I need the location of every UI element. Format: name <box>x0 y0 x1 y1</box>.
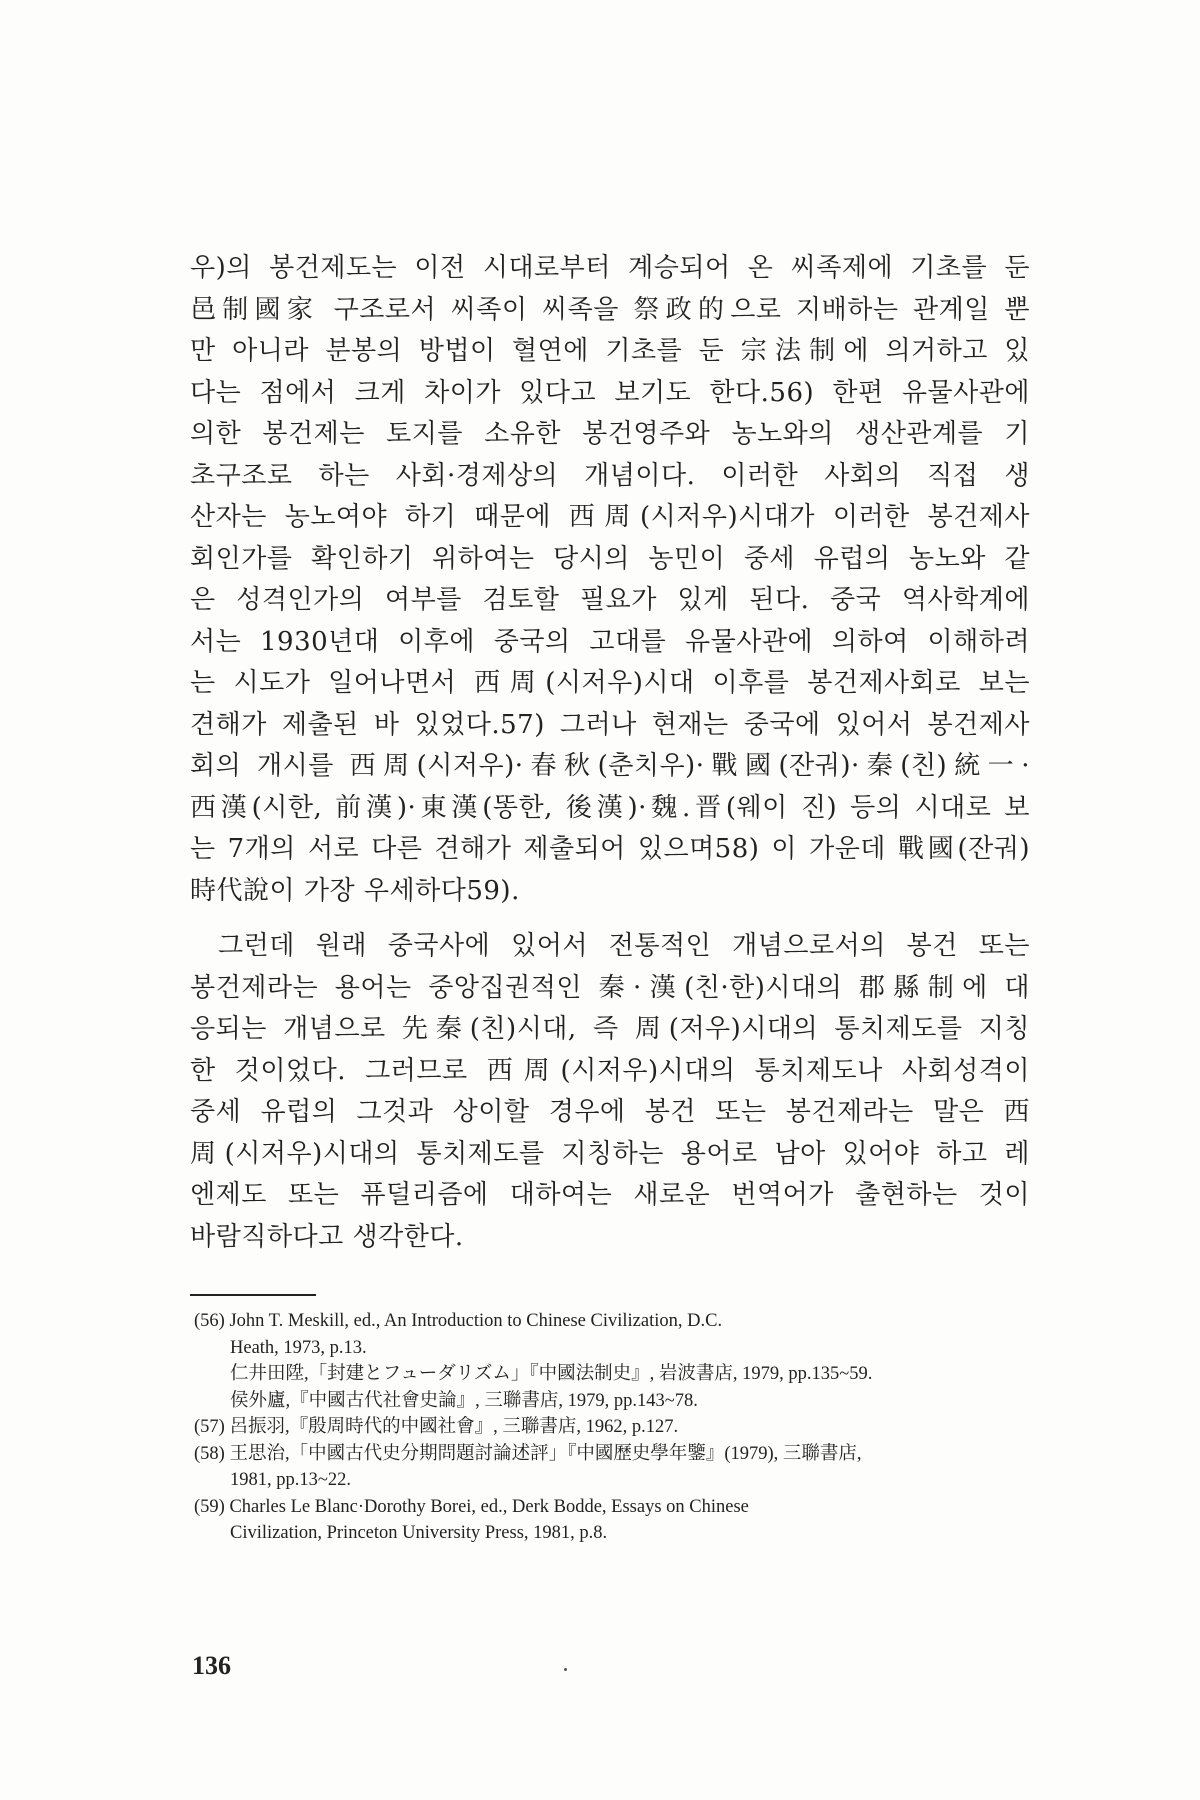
text-line: 다는 점에서 크게 차이가 있다고 보기도 한다.56) 한편 유물사관에 <box>190 377 1030 408</box>
footnote-59-continued: Civilization, Princeton University Press, 1981, p.8. <box>230 1523 608 1543</box>
text-line: 周(시저우)시대의 통치제도를 지칭하는 용어로 남아 있어야 하고 레 <box>190 1138 1030 1169</box>
text-line: 초구조로 하는 사회·경제상의 개념이다. 이러한 사회의 직접 생 <box>190 460 1030 491</box>
text-line: 회인가를 확인하기 위하여는 당시의 농민이 중세 유럽의 농노와 같 <box>190 543 1030 574</box>
text-line: 한 것이었다. 그러므로 西周(시저우)시대의 통치제도나 사회성격이 <box>190 1055 1030 1086</box>
main-text <box>190 248 1030 1258</box>
text-line: 중세 유럽의 그것과 상이할 경우에 봉건 또는 봉건제라는 말은 西 <box>190 1097 1030 1127</box>
footnote-divider <box>190 1294 316 1296</box>
footnotes <box>194 1308 1034 1547</box>
text-line: 邑制國家 구조로서 씨족이 씨족을 祭政的으로 지배하는 관계일 뿐 <box>190 294 1030 325</box>
footnote-56-continued: Heath, 1973, p.13. <box>230 1337 367 1358</box>
footnote-56: (56) John T. Meskill, ed., An Introduction to Chinese Civilization, D.C. <box>194 1311 723 1331</box>
print-mark <box>564 1668 567 1671</box>
text-line: 서는 1930년대 이후에 중국의 고대를 유물사관에 의하여 이해하려 <box>190 626 1030 657</box>
footnote-56-reference: 侯外廬,『中國古代社會史論』, 三聯書店, 1979, pp.143~78. <box>230 1390 698 1411</box>
text-line: 엔제도 또는 퓨덜리즘에 대하여는 새로운 번역어가 출현하는 것이 <box>190 1180 1030 1210</box>
text-line: 응되는 개념으로 先秦(친)시대, 즉 周(저우)시대의 통치제도를 지칭 <box>190 1014 1030 1044</box>
text-line: 그런데 원래 중국사에 있어서 전통적인 개념으로서의 봉건 또는 <box>218 931 1030 961</box>
page-number: 136 <box>192 1651 231 1680</box>
text-line: 견해가 제출된 바 있었다.57) 그러나 현재는 중국에 있어서 봉건제사 <box>190 709 1030 740</box>
text-line: 는 시도가 일어나면서 西周(시저우)시대 이후를 봉건제사회로 보는 <box>190 668 1030 698</box>
footnote-58-continued: 1981, pp.13~22. <box>230 1470 352 1490</box>
footnote-58: (58) 王思治,「中國古代史分期問題討論述評」『中國歷史學年鑒』(1979), 三聯書店, <box>194 1443 862 1464</box>
text-line: 만 아니라 분봉의 방법이 혈연에 기초를 둔 宗法制에 의거하고 있 <box>190 336 1030 366</box>
text-line: 봉건제라는 용어는 중앙집권적인 秦·漢(친·한)시대의 郡縣制에 대 <box>190 972 1030 1003</box>
text-line: 바람직하다고 생각한다. <box>190 1221 464 1252</box>
text-line: 의한 봉건제는 토지를 소유한 봉건영주와 농노와의 생산관계를 기 <box>190 419 1030 449</box>
text-line: 은 성격인가의 여부를 검토할 필요가 있게 된다. 중국 역사학계에 <box>190 585 1030 615</box>
footnote-59: (59) Charles Le Blanc·Dorothy Borei, ed., Derk Bodde, Essays on Chinese <box>194 1496 749 1517</box>
paragraph-2 <box>190 926 1030 1258</box>
text-line: 회의 개시를 西周(시저우)·春秋(춘치우)·戰國(잔궈)·秦(친)統一· <box>190 751 1030 781</box>
footnote-56-reference: 仁井田陞,「封建とフューダリズム」『中國法制史』, 岩波書店, 1979, pp.135~59. <box>230 1364 873 1384</box>
text-line: 산자는 농노여야 하기 때문에 西周(시저우)시대가 이러한 봉건제사 <box>190 502 1030 532</box>
text-line: 時代說이 가장 우세하다59). <box>190 875 520 906</box>
footnote-57: (57) 呂振羽,『殷周時代的中國社會』, 三聯書店, 1962, p.127. <box>194 1417 679 1437</box>
paragraph-1 <box>190 248 1030 912</box>
text-line: 西漢(시한, 前漢)·東漢(똥한, 後漢)·魏.晋(웨이 진) 등의 시대로 보 <box>190 792 1030 823</box>
text-line: 우)의 봉건제도는 이전 시대로부터 계승되어 온 씨족제에 기초를 둔 <box>190 253 1030 283</box>
text-line: 는 7개의 서로 다른 견해가 제출되어 있으며58) 이 가운데 戰國(잔궈) <box>190 834 1030 864</box>
